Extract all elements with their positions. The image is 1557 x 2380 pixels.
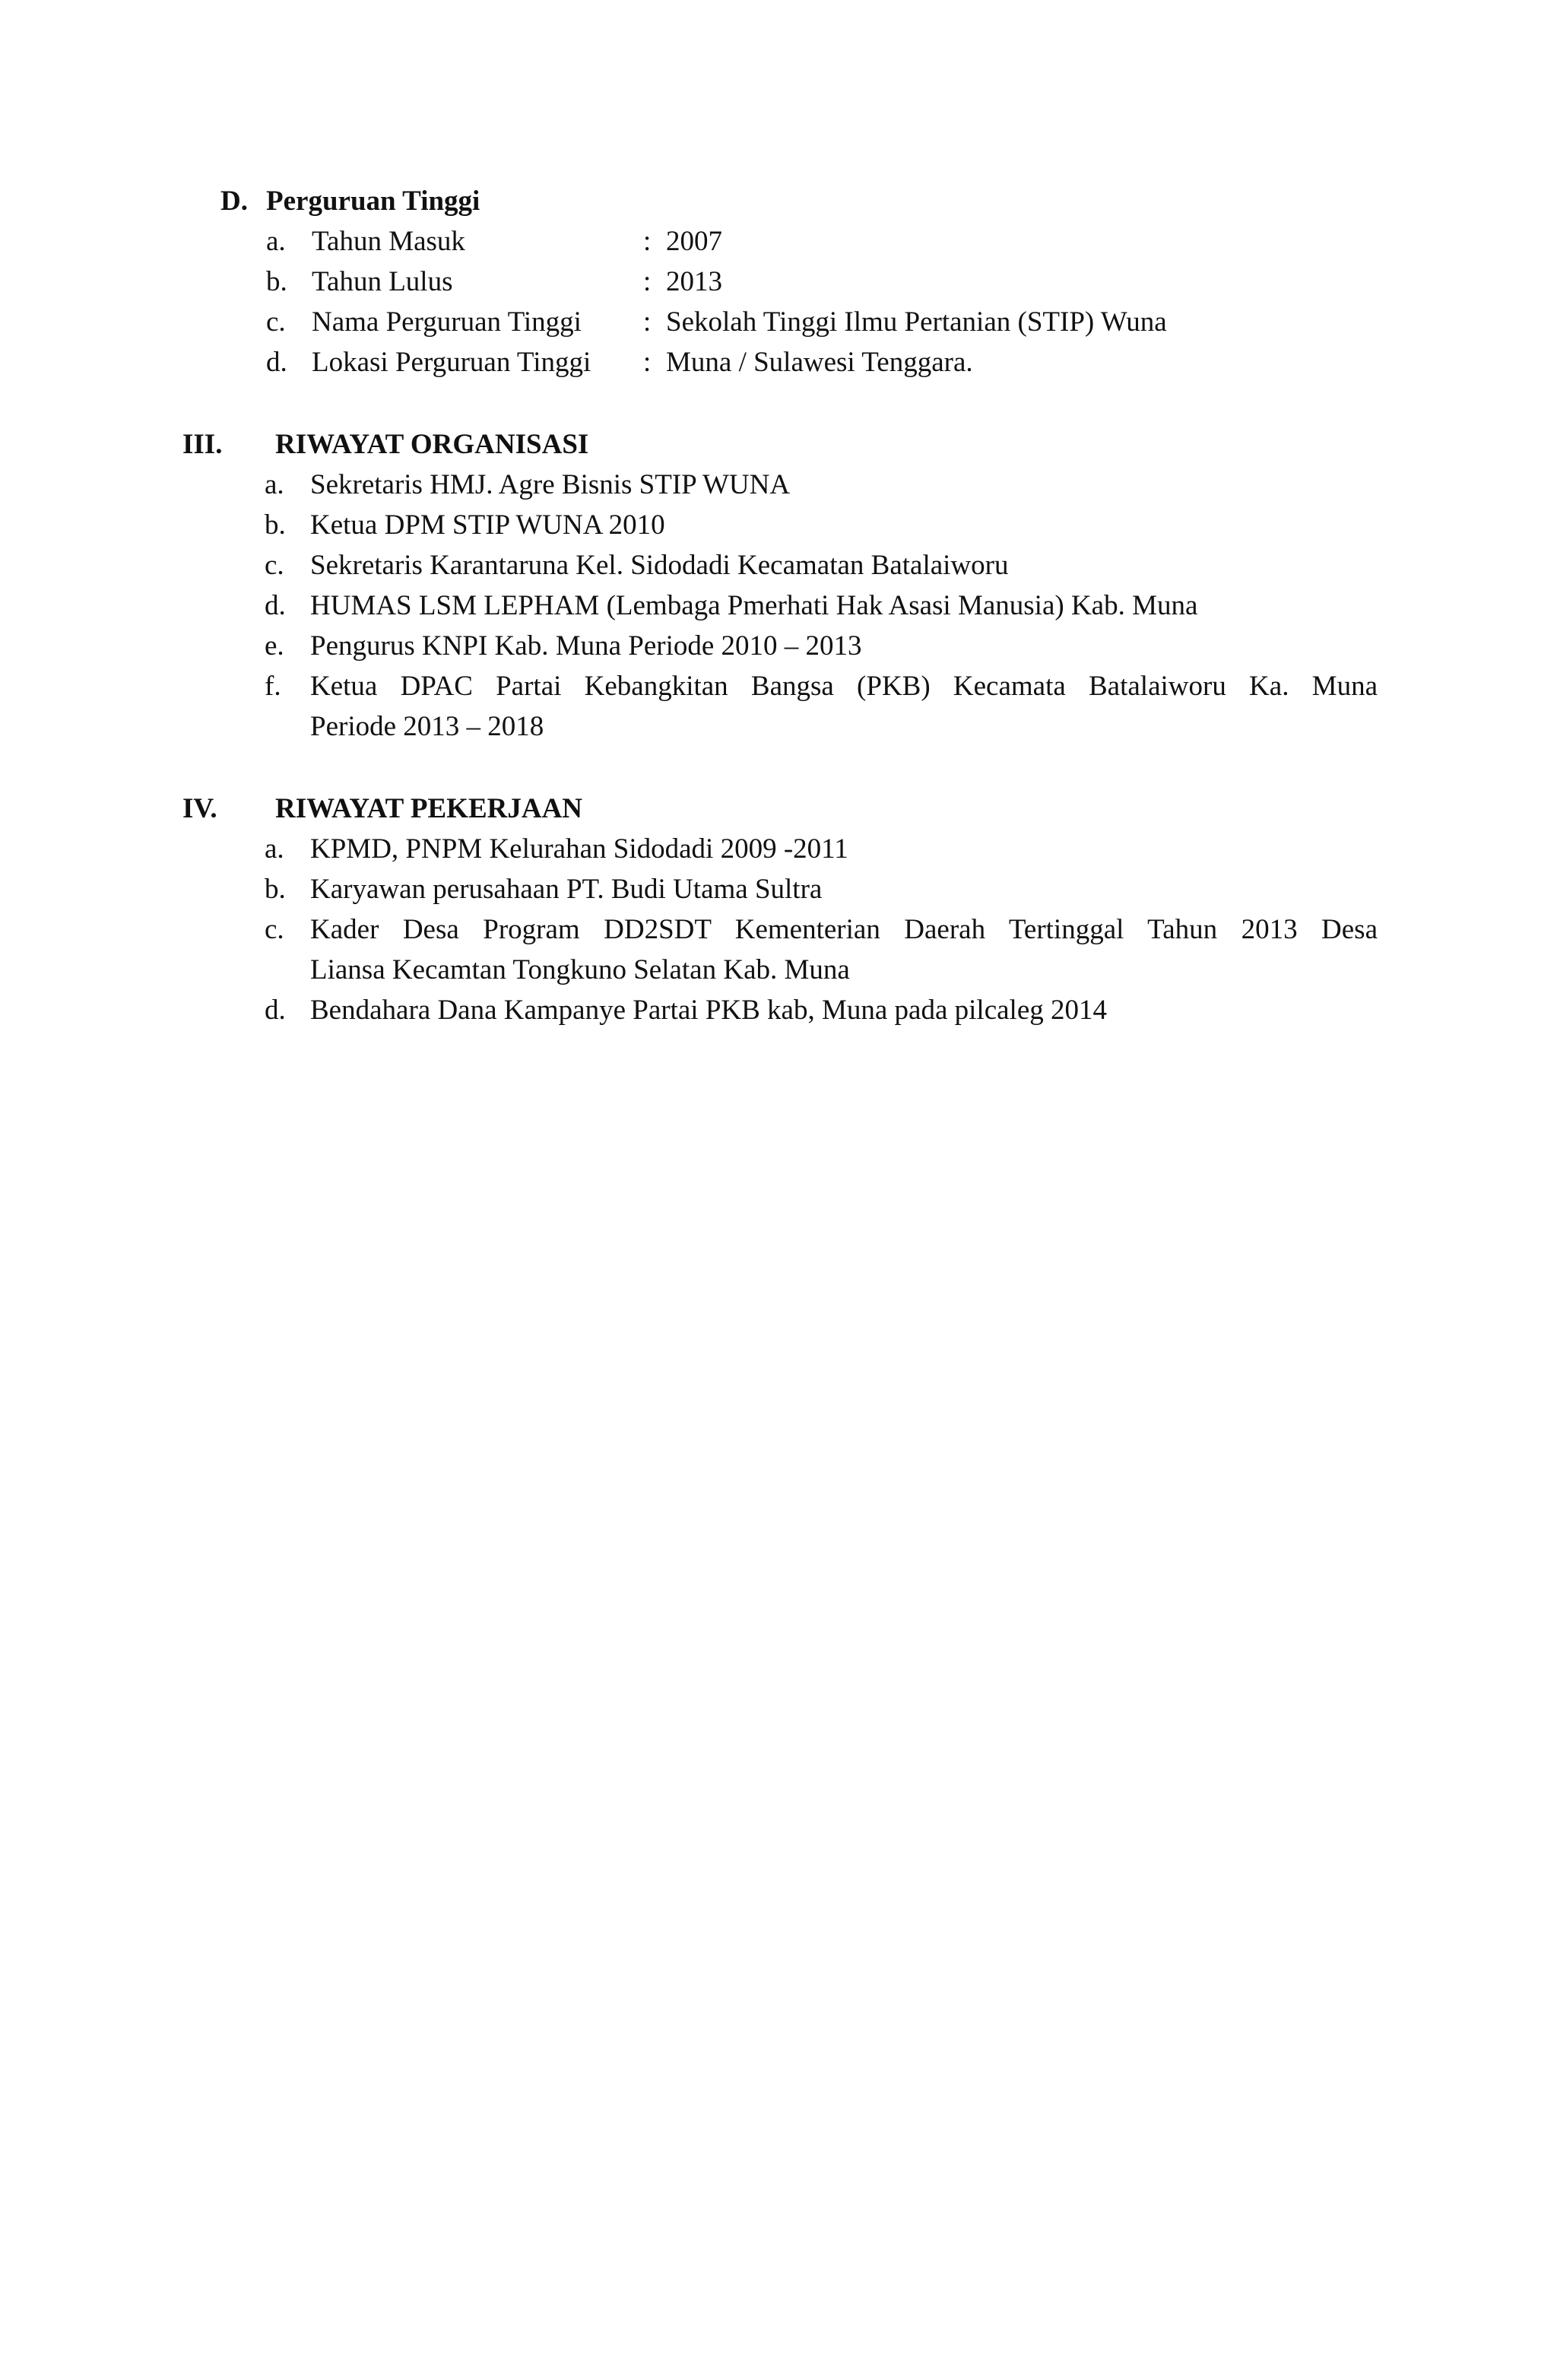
row-marker: a.	[266, 226, 286, 257]
list-marker: e.	[265, 630, 284, 662]
list-marker: f.	[265, 671, 281, 702]
row-value: Sekolah Tinggi Ilmu Pertanian (STIP) Wuna	[666, 306, 1167, 338]
row-value: 2013	[666, 266, 722, 297]
row-label: Tahun Masuk	[312, 226, 465, 257]
section-d-title: Perguruan Tinggi	[266, 186, 480, 217]
list-item: Sekretaris HMJ. Agre Bisnis STIP WUNA	[310, 469, 791, 500]
section-iv-title: RIWAYAT PEKERJAAN	[275, 793, 583, 824]
list-item-line2: Liansa Kecamtan Tongkuno Selatan Kab. Muna	[310, 954, 850, 985]
list-marker: b.	[265, 874, 286, 905]
list-item: Ketua DPM STIP WUNA 2010	[310, 509, 665, 541]
list-item: Pengurus KNPI Kab. Muna Periode 2010 – 2013	[310, 630, 862, 662]
list-item-line2: Periode 2013 – 2018	[310, 711, 544, 742]
row-label: Nama Perguruan Tinggi	[312, 306, 582, 338]
row-value: 2007	[666, 226, 722, 257]
row-label: Tahun Lulus	[312, 266, 453, 297]
row-marker: d.	[266, 347, 287, 378]
row-colon: :	[643, 266, 652, 297]
list-item: Karyawan perusahaan PT. Budi Utama Sultra	[310, 874, 823, 905]
list-marker: a.	[265, 833, 284, 865]
list-item: HUMAS LSM LEPHAM (Lembaga Pmerhati Hak Asasi Manusia) Kab. Muna	[310, 590, 1198, 621]
list-marker: c.	[265, 914, 284, 945]
list-marker: b.	[265, 509, 286, 541]
section-iii-title: RIWAYAT ORGANISASI	[275, 429, 589, 460]
list-item: KPMD, PNPM Kelurahan Sidodadi 2009 -2011	[310, 833, 848, 865]
row-marker: b.	[266, 266, 287, 297]
row-label: Lokasi Perguruan Tinggi	[312, 347, 591, 378]
list-marker: d.	[265, 590, 286, 621]
section-iii-numeral: III.	[182, 429, 223, 460]
section-d-letter: D.	[220, 186, 248, 217]
list-item-line1: Kader Desa Program DD2SDT Kementerian Daerah Tertinggal Tahun 2013 Desa	[310, 914, 1378, 945]
row-value: Muna / Sulawesi Tenggara.	[666, 347, 973, 378]
list-marker: a.	[265, 469, 284, 500]
row-marker: c.	[266, 306, 286, 338]
row-colon: :	[643, 226, 652, 257]
row-colon: :	[643, 306, 652, 338]
section-iv-numeral: IV.	[182, 793, 217, 824]
row-colon: :	[643, 347, 652, 378]
list-marker: d.	[265, 995, 286, 1026]
list-item-line1: Ketua DPAC Partai Kebangkitan Bangsa (PKB) Kecamata Batalaiworu Ka. Muna	[310, 671, 1378, 702]
list-item: Sekretaris Karantaruna Kel. Sidodadi Kecamatan Batalaiworu	[310, 550, 1009, 581]
list-item: Bendahara Dana Kampanye Partai PKB kab, Muna pada pilcaleg 2014	[310, 995, 1107, 1026]
list-marker: c.	[265, 550, 284, 581]
